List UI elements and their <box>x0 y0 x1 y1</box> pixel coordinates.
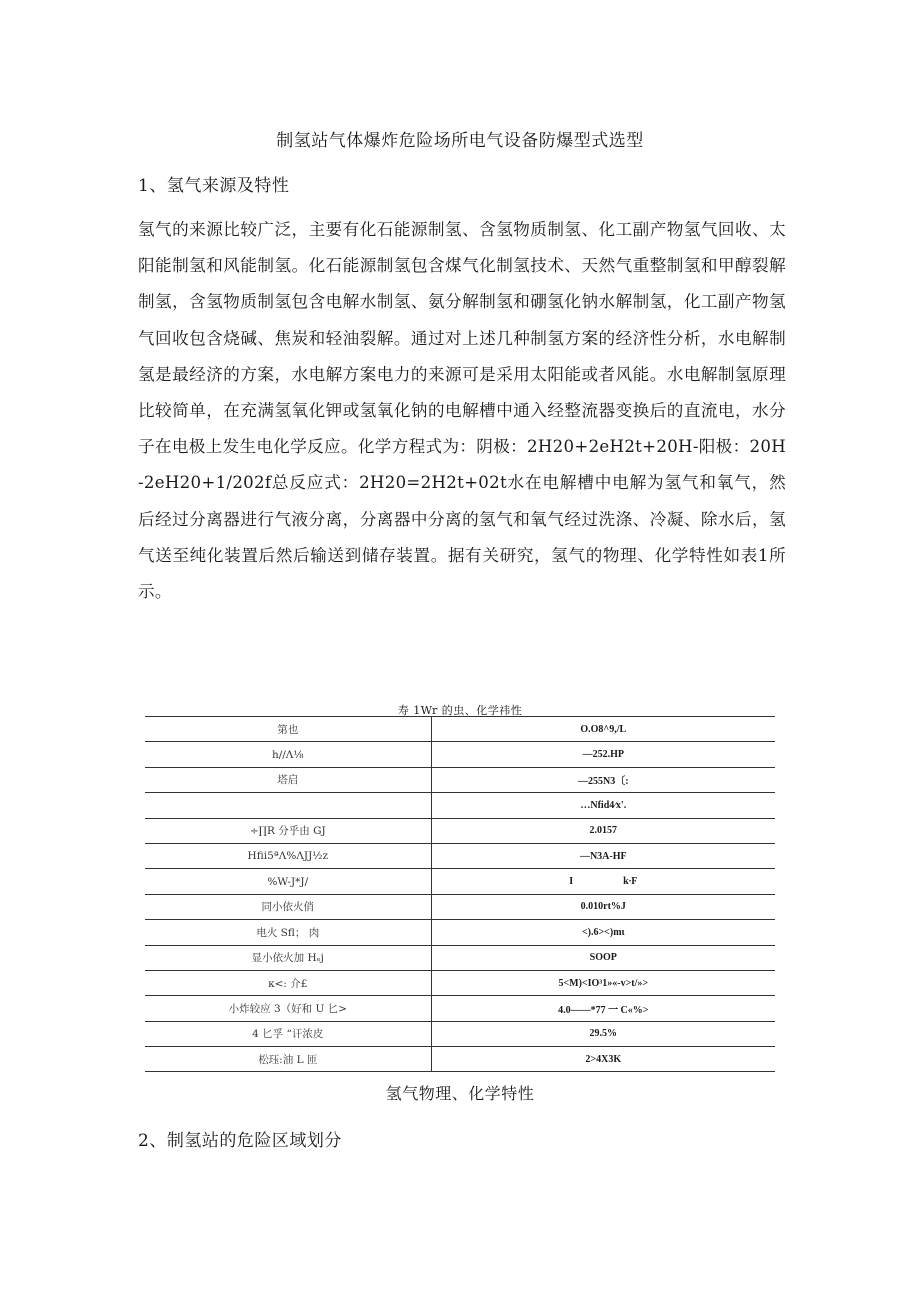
table-row <box>145 970 775 995</box>
table-row <box>145 843 775 868</box>
table-cell-value: —252.HP <box>431 742 775 767</box>
table-cell-property: κ<: 介£ <box>145 970 431 995</box>
table-row <box>145 894 775 919</box>
table-cell-value: 5<M)<IO³1»«-v>t/»> <box>431 970 775 995</box>
section-heading-1: 1、氢气来源及特性 <box>138 176 290 196</box>
table-row <box>145 767 775 792</box>
table-cell-value: I k∙F <box>431 869 775 894</box>
table-row <box>145 717 775 742</box>
table-row <box>145 1047 775 1072</box>
table-cell-property: 显小依火加 Hₑj <box>145 945 431 970</box>
table-cell-value: 29.5% <box>431 1021 775 1046</box>
table-row <box>145 818 775 843</box>
table-cell-property: 松珏:油 L 匝 <box>145 1047 431 1072</box>
table-cell-value: SOOP <box>431 945 775 970</box>
table-cell-value: 2>4X3K <box>431 1047 775 1072</box>
table-cell-value: 2.0157 <box>431 818 775 843</box>
table-cell-property: h//Λ⅛ <box>145 742 431 767</box>
table-cell-property: %W-J*J∕ <box>145 869 431 894</box>
document-title: 制氢站气体爆炸危险场所电气设备防爆型式选型 <box>276 131 644 151</box>
table-row <box>145 742 775 767</box>
table-cell-property <box>145 793 431 818</box>
table-row <box>145 869 775 894</box>
table-caption: 寿 1Wr 的虫、化学祎性 <box>397 704 523 717</box>
table-cell-value: 4.0——*77 一 C«%> <box>431 996 775 1021</box>
table-row <box>145 996 775 1021</box>
table-cell-property: 4 匕孚 “讦浓皮 <box>145 1021 431 1046</box>
body-paragraph: 氢气的来源比较广泛，主要有化石能源制氢、含氢物质制氢、化工副产物氢气回收、太阳能制氢和风能制氢。化石能源制氢包含煤气化制氢技术、天然气重整制氢和甲醇裂解制氢，含氢物质制氢包含电解水制氢、氨分解制氢和硼氢化钠水解制氢，化工副产物氢气回收包含烧碱、焦炭和轻油裂解。通过对上述几种制氢方案的经济性分析，水电解制氢是最经济的方案，水电解方案电力的来源可是采用太阳能或者风能。水电解制氢原理比较简单，在充满氢氧化钾或氢氧化钠的电解槽中通入经整流器变换后的直流电，水分子在电极上发生电化学反应。化学方程式为：阴极：2H20+2eH2t+20H-阳极：20H-2eH20+1/202f总反应式：2H20=2H2t+02t水在电解槽中电解为氢气和氧气，然后经过分离器进行气液分离，分离器中分离的氢气和氧气经过洗涤、冷凝、除水后，氢气送至纯化装置后然后输送到储存装置。据有关研究，氢气的物理、化学特性如表1所示。 <box>138 220 786 602</box>
hydrogen-properties-table <box>145 716 775 1072</box>
table-row <box>145 920 775 945</box>
table-footer-caption: 氢气物理、化学特性 <box>385 1084 535 1103</box>
table-cell-property: ÷∏R 分乎由 GJ <box>145 818 431 843</box>
table-cell-property: 第也 <box>145 717 431 742</box>
table-cell-property: 同小依火俏 <box>145 894 431 919</box>
section-heading-2: 2、制氢站的危险区域划分 <box>138 1131 342 1151</box>
table-cell-value: —N3A-HF <box>431 843 775 868</box>
table-row <box>145 793 775 818</box>
table-cell-value: O.O8^9,/L <box>431 717 775 742</box>
table-row <box>145 1021 775 1046</box>
table-cell-property: 塔启 <box>145 767 431 792</box>
table-cell-property: Hfii5ªΛ%ΛJJ½z <box>145 843 431 868</box>
table-cell-value: 0.010rt%J <box>431 894 775 919</box>
table-cell-value: <).6><)mι <box>431 920 775 945</box>
table-cell-value: —255N3〔: <box>431 767 775 792</box>
table-cell-value: …Nfid4∕x'. <box>431 793 775 818</box>
table-cell-property: 小炸较应 3（好和 U 匕> <box>145 996 431 1021</box>
table-row <box>145 945 775 970</box>
table-cell-property: 电火 Sfl； 肉 <box>145 920 431 945</box>
